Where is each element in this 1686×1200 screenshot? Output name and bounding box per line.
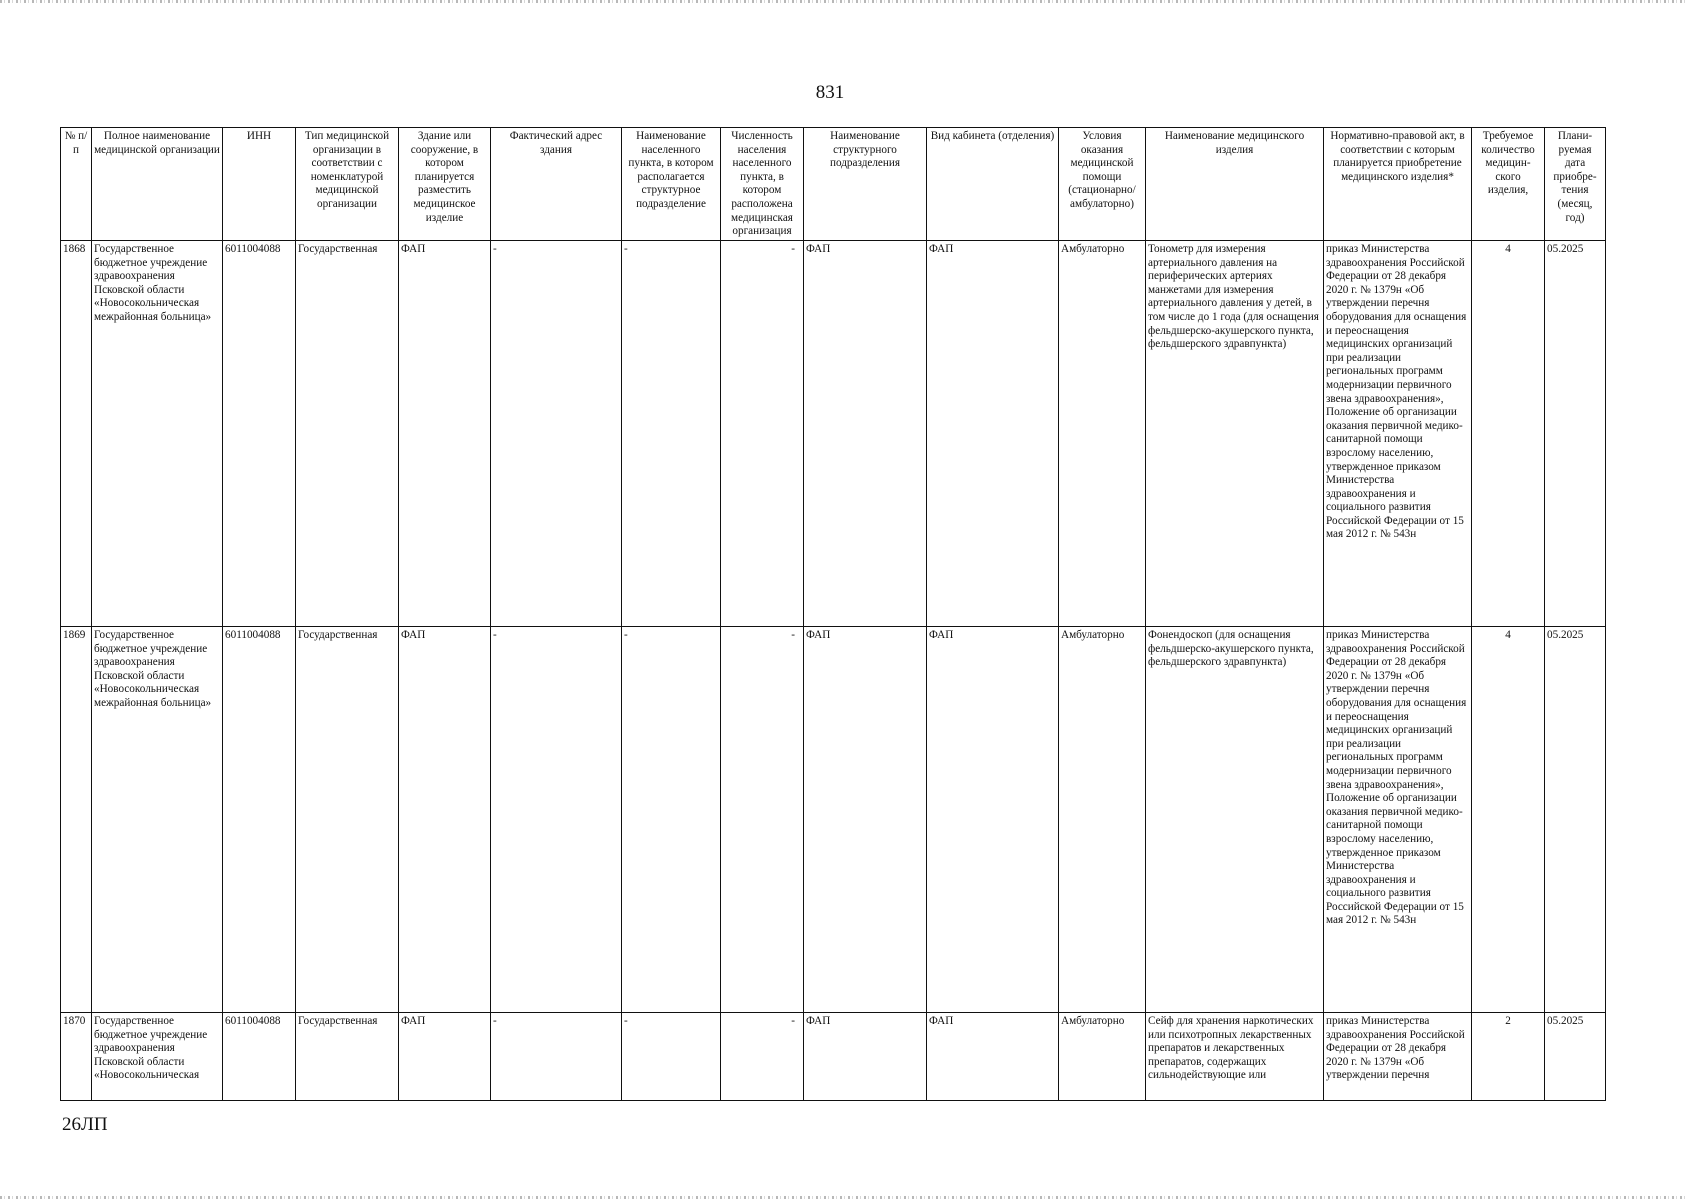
cell-conditions: Амбулаторно [1059,627,1146,1013]
cell-org: Государственное бюджетное учреждение здравоохранения Псковской области «Новосокольническая межрайонная больница» [92,627,223,1013]
table-row [61,627,1606,1013]
header-unit: Наименование структурного подразделения [804,128,927,241]
header-date: Плани-руемая дата приобре-тения (месяц, год) [1545,128,1606,241]
page-number: 831 [815,82,845,103]
cell-building: ФАП [399,241,491,627]
header-num: № п/п [61,128,92,241]
cell-org: Государственное бюджетное учреждение здравоохранения Псковской области «Новосокольническая межрайонная больница» [92,241,223,627]
cell-building: ФАП [399,627,491,1013]
cell-population: - [721,627,804,1013]
cell-act: приказ Министерства здравоохранения Российской Федерации от 28 декабря 2020 г. № 1379н «Об утверждении перечня оборудования для оснащения и переоснащения медицинских организаций при реализации региональных программ модернизации первичного звена здравоохранения», Положение об организации оказания первичной медико-санитарной помощи взрослому населению, утвержденное приказом Министерства здравоохранения и социального развития Российской Федерации от 15 мая 2012 г. № 543н [1324,241,1472,627]
cell-qty: 4 [1472,627,1545,1013]
cell-settlement: - [622,627,721,1013]
cell-device: Фонендоскоп (для оснащения фельдшерско-акушерского пункта, фельдшерского здравпункта) [1146,627,1324,1013]
header-settlement: Наименование населенного пункта, в котором располагается структурное подразделение [622,128,721,241]
cell-conditions: Амбулаторно [1059,1013,1146,1101]
scan-edge-bottom [0,1196,1686,1199]
cell-address: - [491,241,622,627]
header-building: Здание или сооружение, в котором планируется разместить медицинское изделие [399,128,491,241]
header-act: Нормативно-правовой акт, в соответствии с которым планируется приобретение медицинского изделия* [1324,128,1472,241]
cell-settlement: - [622,1013,721,1101]
cell-settlement: - [622,241,721,627]
cell-unit: ФАП [804,1013,927,1101]
header-qty: Требуемое количество медицин-ского изделия, [1472,128,1545,241]
cell-date: 05.2025 [1545,627,1606,1013]
cell-inn: 6011004088 [223,1013,296,1101]
table-row [61,241,1606,627]
cell-date: 05.2025 [1545,1013,1606,1101]
cell-address: - [491,1013,622,1101]
cell-num: 1869 [61,627,92,1013]
cell-inn: 6011004088 [223,241,296,627]
cell-device: Тонометр для измерения артериального давления на периферических артериях манжетами для измерения артериального давления у детей, в том числе до 1 года (для оснащения фельдшерско-акушерского пункта, фельдшерского здравпункта) [1146,241,1324,627]
cell-population: - [721,241,804,627]
cell-population: - [721,1013,804,1101]
cell-conditions: Амбулаторно [1059,241,1146,627]
cell-qty: 2 [1472,1013,1545,1101]
cell-date: 05.2025 [1545,241,1606,627]
cell-qty: 4 [1472,241,1545,627]
cell-cabinet: ФАП [927,627,1059,1013]
header-org: Полное наименование медицинской организации [92,128,223,241]
cell-type: Государственная [296,627,399,1013]
cell-act: приказ Министерства здравоохранения Российской Федерации от 28 декабря 2020 г. № 1379н «Об утверждении перечня оборудования для оснащения и переоснащения медицинских организаций при реализации региональных программ модернизации первичного звена здравоохранения», Положение об организации оказания первичной медико-санитарной помощи взрослому населению, утвержденное приказом Министерства здравоохранения и социального развития Российской Федерации от 15 мая 2012 г. № 543н [1324,627,1472,1013]
cell-building: ФАП [399,1013,491,1101]
cell-device: Сейф для хранения наркотических или психотропных лекарственных препаратов и лекарственных препаратов, содержащих сильнодействующие или [1146,1013,1324,1101]
cell-num: 1868 [61,241,92,627]
cell-unit: ФАП [804,627,927,1013]
cell-cabinet: ФАП [927,241,1059,627]
cell-type: Государственная [296,241,399,627]
document-code: 26ЛП [62,1114,108,1135]
cell-num: 1870 [61,1013,92,1101]
header-device: Наименование медицинского изделия [1146,128,1324,241]
cell-address: - [491,627,622,1013]
scan-edge-top [0,0,1686,3]
header-population: Численность населения населенного пункта, в котором расположена медицинская организация [721,128,804,241]
header-address: Фактический адрес здания [491,128,622,241]
cell-act: приказ Министерства здравоохранения Российской Федерации от 28 декабря 2020 г. № 1379н «Об утверждении перечня [1324,1013,1472,1101]
cell-inn: 6011004088 [223,627,296,1013]
table-row [61,1013,1606,1101]
table-header-row [61,128,1606,241]
header-cabinet: Вид кабинета (отделения) [927,128,1059,241]
header-conditions: Условия оказания медицинской помощи (стационарно/ амбулаторно) [1059,128,1146,241]
cell-unit: ФАП [804,241,927,627]
registry-table [60,127,1606,1101]
cell-org: Государственное бюджетное учреждение здравоохранения Псковской области «Новосокольническая [92,1013,223,1101]
header-type: Тип медицинской организации в соответствии с номенклатурой медицинской организации [296,128,399,241]
header-inn: ИНН [223,128,296,241]
cell-cabinet: ФАП [927,1013,1059,1101]
cell-type: Государственная [296,1013,399,1101]
